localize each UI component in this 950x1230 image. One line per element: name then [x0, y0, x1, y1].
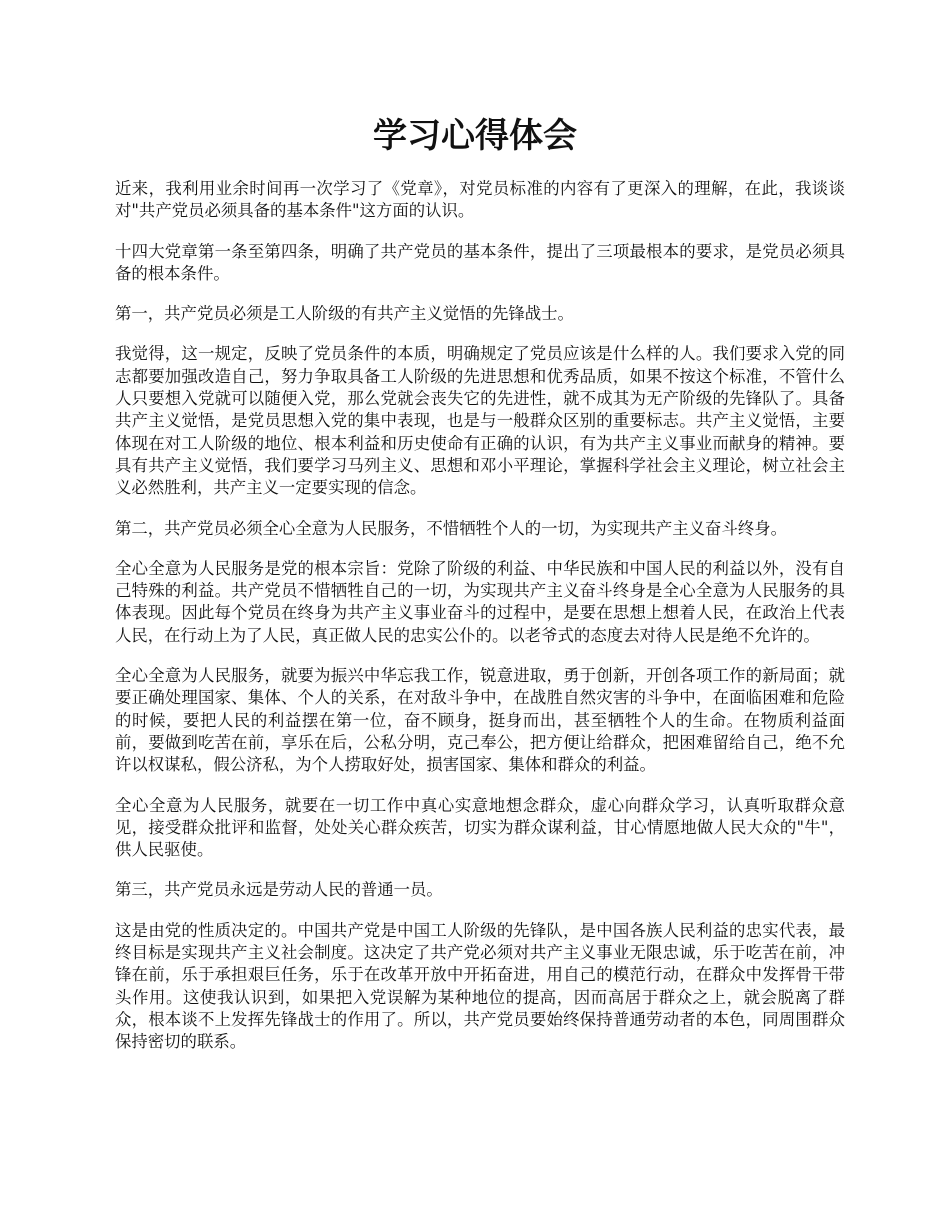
paragraph-6: 全心全意为人民服务是党的根本宗旨：党除了阶级的利益、中华民族和中国人民的利益以外，没有自己特殊的利益。共产党员不惜牺牲自己的一切，为实现共产主义奋斗终身是全心全意为人民服务的具体表现。因此每个党员在终身为共产主义事业奋斗的过程中，是要在思想上想着人民，在政治上代表人民，在行动上为了人民，真正做人民的忠实公仆的。以老爷式的态度去对待人民是绝不允许的。 — [115, 558, 845, 645]
paragraph-7: 全心全意为人民服务，就要为振兴中华忘我工作，锐意进取，勇于创新，开创各项工作的新局面；就要正确处理国家、集体、个人的关系，在对敌斗争中，在战胜自然灾害的斗争中，在面临困难和危险的时候，要把人民的利益摆在第一位，奋不顾身，挺身而出，甚至牺牲个人的生命。在物质利益面前，要做到吃苦在前，享乐在后，公私分明，克己奉公，把方便让给群众，把困难留给自己，绝不允许以权谋私，假公济私，为个人捞取好处，损害国家、集体和群众的利益。 — [115, 666, 845, 775]
paragraph-9: 第三，共产党员永远是劳动人民的普通一员。 — [115, 880, 443, 900]
paragraph-1: 近来，我利用业余时间再一次学习了《党章》，对党员标准的内容有了更深入的理解，在此，我谈谈对"共产党员必须具备的基本条件"这方面的认识。 — [115, 179, 845, 221]
paragraph-5: 第二，共产党员必须全心全意为人民服务，不惜牺牲个人的一切，为实现共产主义奋斗终身。 — [115, 518, 788, 538]
document-body — [115, 178, 845, 1072]
paragraph-8: 全心全意为人民服务，就要在一切工作中真心实意地想念群众，虚心向群众学习，认真听取群众意见，接受群众批评和监督，处处关心群众疾苦，切实为群众谋利益，甘心情愿地做人民大众的"牛"，供人民驱使。 — [115, 795, 845, 860]
paragraph-4: 我觉得，这一规定，反映了党员条件的本质，明确规定了党员应该是什么样的人。我们要求入党的同志都要加强改造自己，努力争取具备工人阶级的先进思想和优秀品质，如果不按这个标准，不管什么人只要想入党就可以随便入党，那么党就会丧失它的先进性，就不成其为无产阶级的先锋队了。具备共产主义觉悟，是党员思想入党的集中表现，也是与一般群众区别的重要标志。共产主义觉悟，主要体现在对工人阶级的地位、根本利益和历史使命有正确的认识，有为共产主义事业而献身的精神。要具有共产主义觉悟，我们要学习马列主义、思想和邓小平理论，掌握科学社会主义理论，树立社会主义必然胜利，共产主义一定要实现的信念。 — [115, 344, 845, 498]
paragraph-10: 这是由党的性质决定的。中国共产党是中国工人阶级的先锋队，是中国各族人民利益的忠实代表，最终目标是实现共产主义社会制度。这决定了共产党必须对共产主义事业无限忠诚，乐于吃苦在前，冲锋在前，乐于承担艰巨任务，乐于在改革开放中开拓奋进，用自己的模范行动，在群众中发挥骨干带头作用。这使我认识到，如果把入党误解为某种地位的提高，因而高居于群众之上，就会脱离了群众，根本谈不上发挥先锋战士的作用了。所以，共产党员要始终保持普通劳动者的本色，同周围群众保持密切的联系。 — [115, 920, 845, 1052]
document-title: 学习心得体会 — [373, 116, 577, 156]
paragraph-3: 第一，共产党员必须是工人阶级的有共产主义觉悟的先锋战士。 — [115, 304, 574, 324]
paragraph-2: 十四大党章第一条至第四条，明确了共产党员的基本条件，提出了三项最根本的要求，是党员必须具备的根本条件。 — [115, 241, 845, 283]
